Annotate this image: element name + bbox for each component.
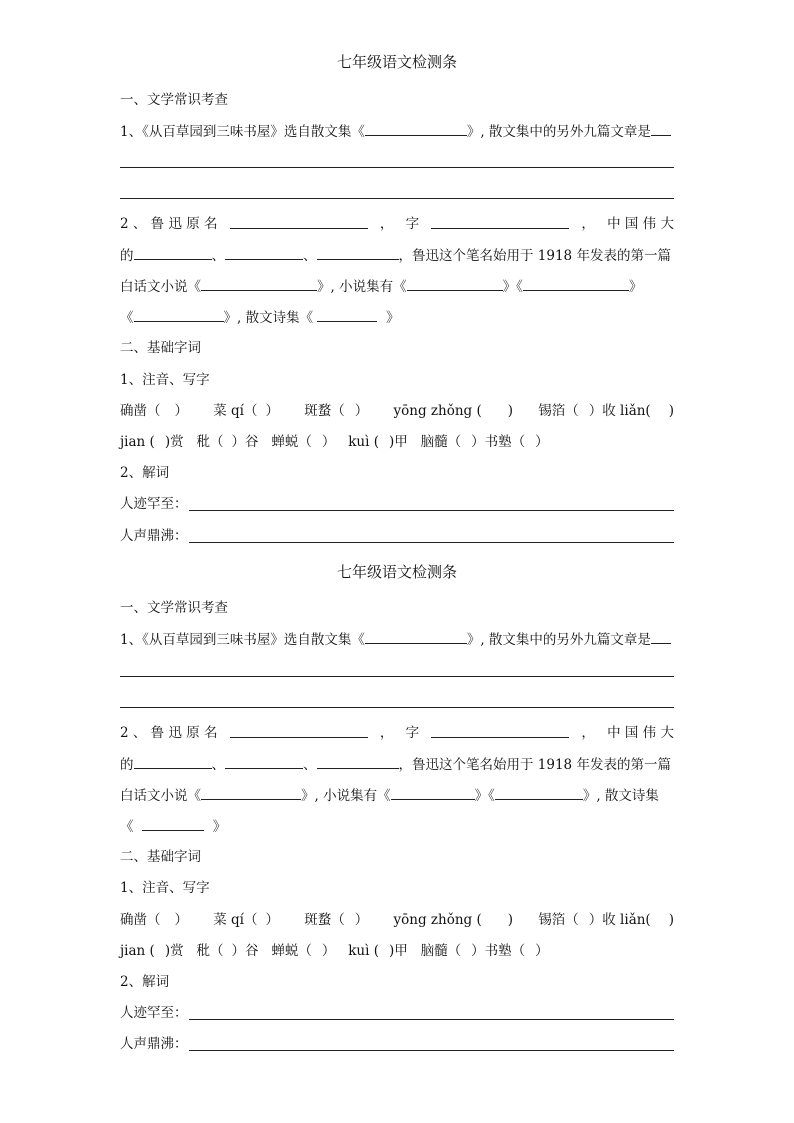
answer-blank-prose-poems[interactable] [142,816,204,831]
subsection-pinyin: 1、注音、写字 [120,372,210,388]
question-2-line-1: 2 、 鲁 迅 原 名 ， 字 ， 中 国 伟 大 [120,216,674,232]
answer-line-1[interactable] [120,676,674,677]
definition-2-answer-line[interactable] [189,1050,674,1051]
definition-2-answer-line[interactable] [189,542,674,543]
hanzi-blank[interactable] [379,941,389,955]
pinyin-row-2: jian ( )赏 秕（ ）谷 蝉蜕（ ） kuì ( )甲 脑髓（ ）书塾（ ） [120,943,549,959]
pinyin-blank[interactable] [461,941,471,955]
pinyin-row-1: 确凿（ ） 菜 qí（ ） 斑蝥（ ） yōng zhǒng ( ) 锡箔（ ）收 liǎn( ) [120,403,674,419]
answer-blank-title-2[interactable] [225,245,303,260]
section1-heading: 一、文学常识考查 [120,600,228,616]
pinyin-blank[interactable] [345,401,355,415]
answer-blank-title-1[interactable] [134,754,212,769]
answer-blank-courtesy-name[interactable] [431,723,569,738]
hanzi-blank[interactable] [482,401,508,415]
pinyin-blank[interactable] [345,910,355,924]
hanzi-blank[interactable] [482,910,508,924]
pinyin-blank[interactable] [258,910,266,924]
answer-blank-title-3[interactable] [317,245,399,260]
section1-heading: 一、文学常识考查 [120,92,228,108]
answer-blank-title-1[interactable] [134,245,212,260]
pinyin-blank[interactable] [525,941,535,955]
answer-blank-courtesy-name[interactable] [431,214,569,229]
definition-2: 人声鼎沸： [120,528,188,544]
answer-blank-collection[interactable] [365,629,467,644]
question-1: 1、《从百草园到三味书屋》选自散文集《 》, 散文集中的另外九篇文章是 [120,121,674,142]
answer-blank-first-story[interactable] [201,276,317,291]
definition-2: 人声鼎沸： [120,1036,188,1052]
answer-blank-story-collection-2[interactable] [523,276,629,291]
answer-blank-essays[interactable] [651,121,671,136]
pinyin-row-2: jian ( )赏 秕（ ）谷 蝉蜕（ ） kuì ( )甲 脑髓（ ）书塾（ ） [120,434,549,450]
page-title: 七年级语文检测条 [336,53,457,71]
answer-blank-story-collection-1[interactable] [391,785,475,800]
subsection-pinyin: 1、注音、写字 [120,880,210,896]
definition-1: 人迹罕至： [120,496,188,512]
section2-heading: 二、基础字词 [120,849,201,865]
answer-blank-story-collection-1[interactable] [407,276,503,291]
pinyin-blank[interactable] [161,401,175,415]
question-2-line-1: 2 、 鲁 迅 原 名 ， 字 ， 中 国 伟 大 [120,725,674,741]
question-2-line-3: 白话文小说《 》, 小说集有《 》《 》, 散文诗集 [120,785,674,806]
pinyin-blank[interactable] [525,432,535,446]
pinyin-blank[interactable] [312,941,322,955]
subsection-definitions: 2、解词 [120,974,170,990]
hanzi-blank[interactable] [155,432,165,446]
question-2-line-2: 的 、 、 ，鲁迅这个笔名始用于 1918 年发表的第一篇 [120,245,674,266]
answer-line-1[interactable] [120,167,674,168]
question-2-line-4: 《 》, 散文诗集《 》 [120,307,674,328]
answer-line-2[interactable] [120,198,674,199]
definition-1-answer-line[interactable] [189,510,674,511]
section2-heading: 二、基础字词 [120,340,201,356]
pinyin-blank[interactable] [258,401,266,415]
answer-blank-story-collection-3[interactable] [134,307,224,322]
page-title: 七年级语文检测条 [336,563,457,581]
pinyin-row-1: 确凿（ ） 菜 qí（ ） 斑蝥（ ） yōng zhǒng ( ) 锡箔（ ）收 liǎn( ) [120,912,674,928]
question-2-line-2: 的 、 、 ，鲁迅这个笔名始用于 1918 年发表的第一篇 [120,754,674,775]
question-1: 1、《从百草园到三味书屋》选自散文集《 》, 散文集中的另外九篇文章是 [120,629,674,650]
definition-1: 人迹罕至： [120,1005,188,1021]
answer-blank-prose-poems[interactable] [317,307,377,322]
pinyin-blank[interactable] [161,910,175,924]
answer-blank-real-name[interactable] [230,723,368,738]
question-2-line-4: 《 》 [120,816,674,837]
answer-line-2[interactable] [120,707,674,708]
answer-blank-real-name[interactable] [230,214,368,229]
answer-blank-title-3[interactable] [317,754,399,769]
answer-blank-first-story[interactable] [201,785,301,800]
hanzi-blank[interactable] [651,401,669,415]
subsection-definitions: 2、解词 [120,465,170,481]
pinyin-blank[interactable] [312,432,322,446]
hanzi-blank[interactable] [155,941,165,955]
hanzi-blank[interactable] [651,910,669,924]
pinyin-blank[interactable] [579,401,589,415]
answer-blank-collection[interactable] [365,121,467,136]
pinyin-blank[interactable] [579,910,589,924]
definition-1-answer-line[interactable] [189,1019,674,1020]
answer-blank-title-2[interactable] [225,754,303,769]
question-2-line-3: 白话文小说《 》, 小说集有《 》《 》 [120,276,674,297]
pinyin-blank[interactable] [461,432,471,446]
answer-blank-story-collection-2[interactable] [495,785,583,800]
hanzi-blank[interactable] [379,432,389,446]
answer-blank-essays[interactable] [651,629,671,644]
